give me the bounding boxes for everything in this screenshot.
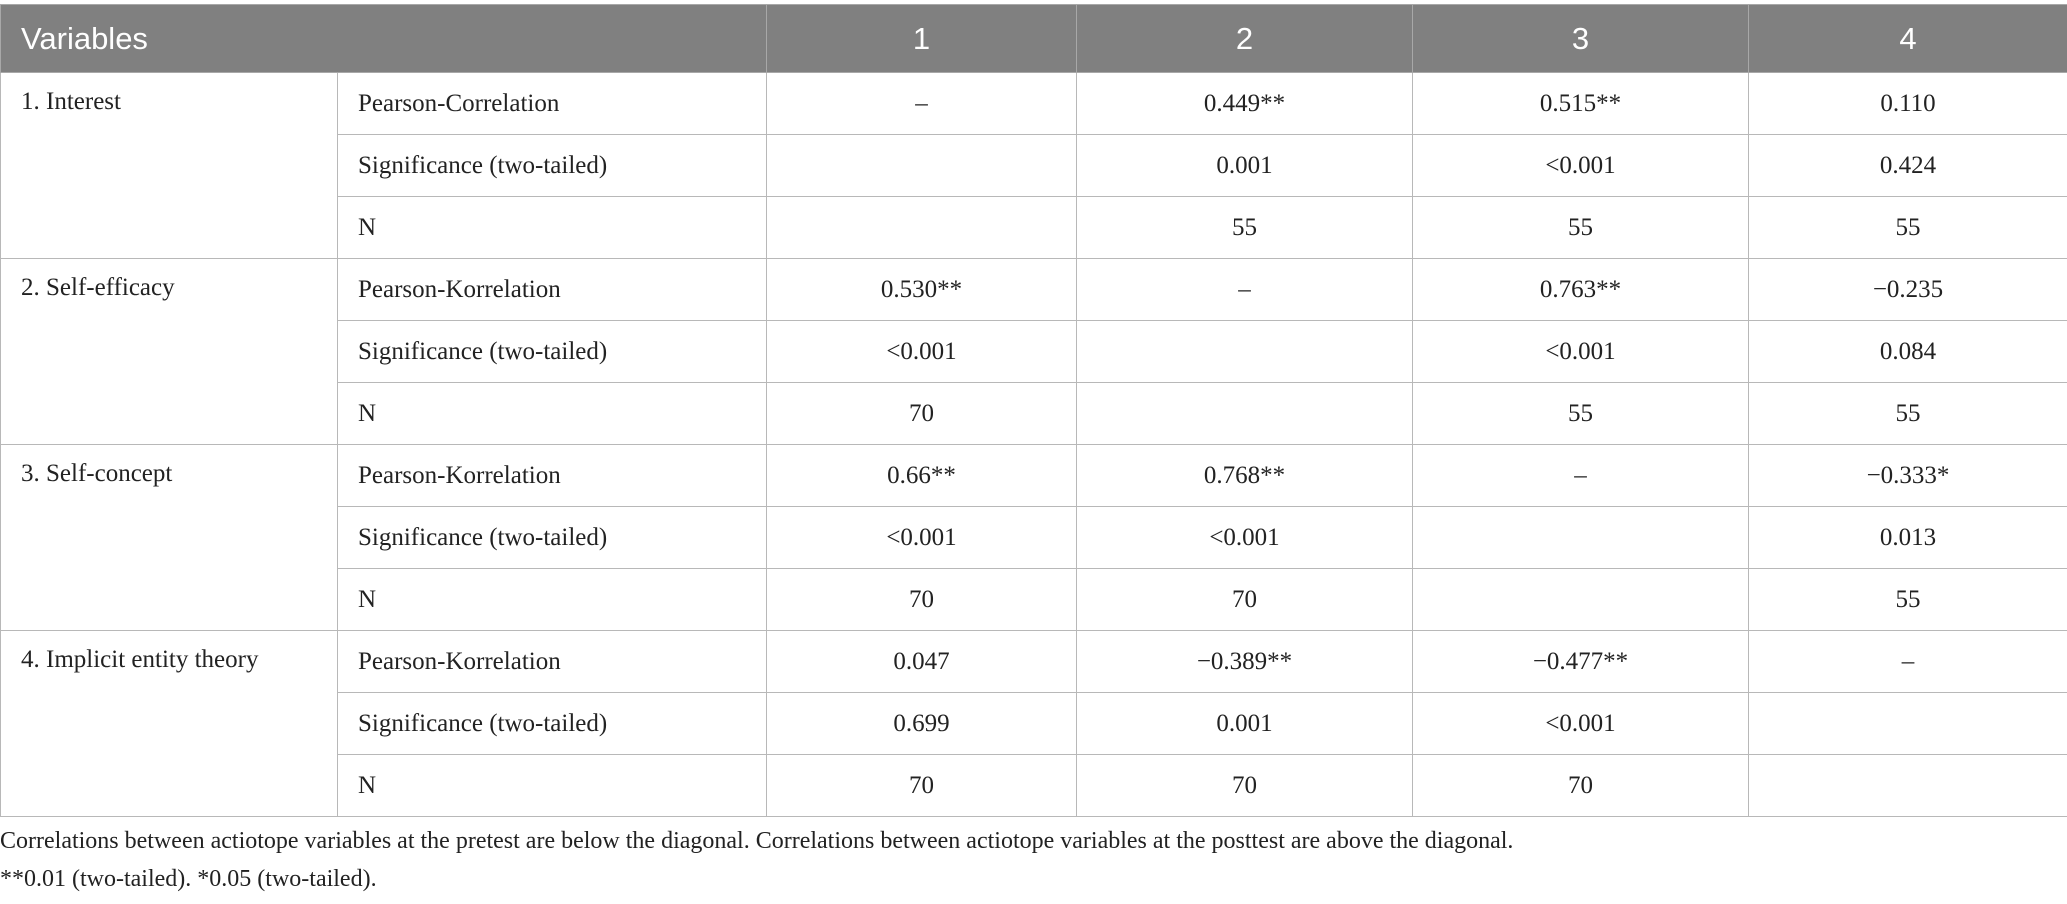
cell-value: 70	[1077, 569, 1413, 631]
cell-value: –	[1077, 259, 1413, 321]
stat-label: Significance (two-tailed)	[338, 693, 767, 755]
cell-value: <0.001	[1413, 321, 1749, 383]
stat-label: N	[338, 197, 767, 259]
cell-value: 0.001	[1077, 693, 1413, 755]
cell-value: 0.047	[767, 631, 1077, 693]
cell-value: 70	[767, 569, 1077, 631]
cell-value: 0.084	[1749, 321, 2067, 383]
stat-label: N	[338, 755, 767, 817]
cell-value: 0.424	[1749, 135, 2067, 197]
stat-label: Pearson-Correlation	[338, 73, 767, 135]
stat-label: N	[338, 383, 767, 445]
cell-value: 55	[1749, 569, 2067, 631]
cell-value: –	[1413, 445, 1749, 507]
cell-value: −0.389**	[1077, 631, 1413, 693]
cell-value: 0.768**	[1077, 445, 1413, 507]
stat-label: N	[338, 569, 767, 631]
cell-value: <0.001	[767, 507, 1077, 569]
cell-value: <0.001	[1413, 693, 1749, 755]
cell-value: 55	[1413, 197, 1749, 259]
cell-value: 70	[1413, 755, 1749, 817]
cell-value: 0.515**	[1413, 73, 1749, 135]
cell-value: −0.333*	[1749, 445, 2067, 507]
cell-value: 55	[1749, 197, 2067, 259]
cell-value: <0.001	[767, 321, 1077, 383]
cell-value	[1749, 693, 2067, 755]
cell-value: 0.699	[767, 693, 1077, 755]
table-footnote-diagonal: Correlations between actiotope variables at the pretest are below the diagonal. Correlations between actiotope variables at the posttest are above the diagonal.	[0, 828, 1514, 854]
variable-label-self-efficacy: 2. Self-efficacy	[1, 259, 338, 445]
cell-value: −0.477**	[1413, 631, 1749, 693]
table-row	[1, 631, 2067, 693]
header-variables: Variables	[1, 5, 767, 73]
cell-value	[1077, 321, 1413, 383]
table-footnote-significance: **0.01 (two-tailed). *0.05 (two-tailed).	[0, 866, 377, 892]
stat-label: Significance (two-tailed)	[338, 135, 767, 197]
cell-value: <0.001	[1077, 507, 1413, 569]
header-col-4: 4	[1749, 5, 2067, 73]
correlation-table	[0, 4, 2067, 817]
stat-label: Significance (two-tailed)	[338, 321, 767, 383]
table-row	[1, 259, 2067, 321]
cell-value: 55	[1749, 383, 2067, 445]
cell-value: 0.530**	[767, 259, 1077, 321]
cell-value	[1413, 569, 1749, 631]
cell-value: −0.235	[1749, 259, 2067, 321]
table-row	[1, 73, 2067, 135]
cell-value: 70	[767, 383, 1077, 445]
cell-value	[767, 197, 1077, 259]
cell-value	[1749, 755, 2067, 817]
cell-value: <0.001	[1413, 135, 1749, 197]
cell-value: 0.013	[1749, 507, 2067, 569]
cell-value: 0.763**	[1413, 259, 1749, 321]
header-row	[1, 5, 2067, 73]
header-col-2: 2	[1077, 5, 1413, 73]
cell-value	[767, 135, 1077, 197]
header-col-3: 3	[1413, 5, 1749, 73]
cell-value: –	[1749, 631, 2067, 693]
cell-value: –	[767, 73, 1077, 135]
stat-label: Pearson-Korrelation	[338, 445, 767, 507]
variable-label-interest: 1. Interest	[1, 73, 338, 259]
header-col-1: 1	[767, 5, 1077, 73]
cell-value: 55	[1413, 383, 1749, 445]
cell-value: 0.449**	[1077, 73, 1413, 135]
stat-label: Significance (two-tailed)	[338, 507, 767, 569]
stat-label: Pearson-Korrelation	[338, 631, 767, 693]
stat-label: Pearson-Korrelation	[338, 259, 767, 321]
cell-value: 70	[1077, 755, 1413, 817]
cell-value: 55	[1077, 197, 1413, 259]
variable-label-self-concept: 3. Self-concept	[1, 445, 338, 631]
cell-value: 0.001	[1077, 135, 1413, 197]
cell-value: 0.110	[1749, 73, 2067, 135]
cell-value	[1413, 507, 1749, 569]
cell-value	[1077, 383, 1413, 445]
cell-value: 70	[767, 755, 1077, 817]
cell-value: 0.66**	[767, 445, 1077, 507]
table-row	[1, 445, 2067, 507]
variable-label-implicit-entity-theory: 4. Implicit entity theory	[1, 631, 338, 817]
